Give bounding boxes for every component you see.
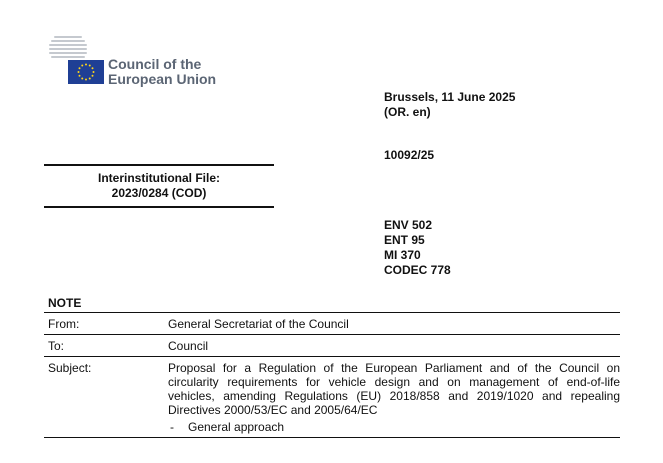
doc-code: ENV 502 [384, 218, 433, 232]
interinstitutional-number: 2023/0284 (COD) [111, 186, 207, 200]
subject-cell [168, 361, 620, 434]
doc-code: MI 370 [384, 248, 421, 262]
interinstitutional-label: Interinstitutional File: [98, 171, 220, 185]
place-date: Brussels, 11 June 2025 [384, 90, 516, 104]
logo-line-1: Council of the [108, 56, 202, 72]
doc-code: ENT 95 [384, 233, 425, 247]
note-table [44, 312, 620, 438]
subject-bullet-item [168, 420, 620, 434]
council-logo [48, 34, 248, 90]
original-language: (OR. en) [384, 105, 431, 119]
note-row-to [44, 334, 620, 356]
note-row-label: To: [48, 339, 65, 353]
note-row-value: Council [168, 339, 209, 353]
place-date-block [384, 90, 515, 120]
eu-flag-icon [68, 60, 104, 84]
note-title: NOTE [48, 296, 82, 310]
subject-bullet-text: General approach [188, 420, 285, 434]
logo-line-2: European Union [108, 71, 217, 87]
note-row-from [44, 312, 620, 334]
note-row-subject [44, 356, 620, 438]
note-row-label: From: [48, 317, 80, 331]
document-number: 10092/25 [384, 148, 435, 162]
subject-text: Proposal for a Regulation of the European Parliament and of the Council on circularity requirements for vehicle design and on management of end-of-life vehicles, amending Regulations (EU) 2018/858 and 2019/1020 and repealing Directives 2000/53/EC and 2005/64/EC [168, 361, 620, 417]
document-codes [384, 218, 451, 278]
bullet-dash: - [170, 420, 174, 434]
doc-code: CODEC 778 [384, 263, 451, 277]
interinstitutional-file-box [44, 164, 274, 208]
note-row-value: General Secretariat of the Council [168, 317, 349, 331]
note-row-label: Subject: [48, 361, 92, 375]
logo-text [108, 57, 216, 87]
